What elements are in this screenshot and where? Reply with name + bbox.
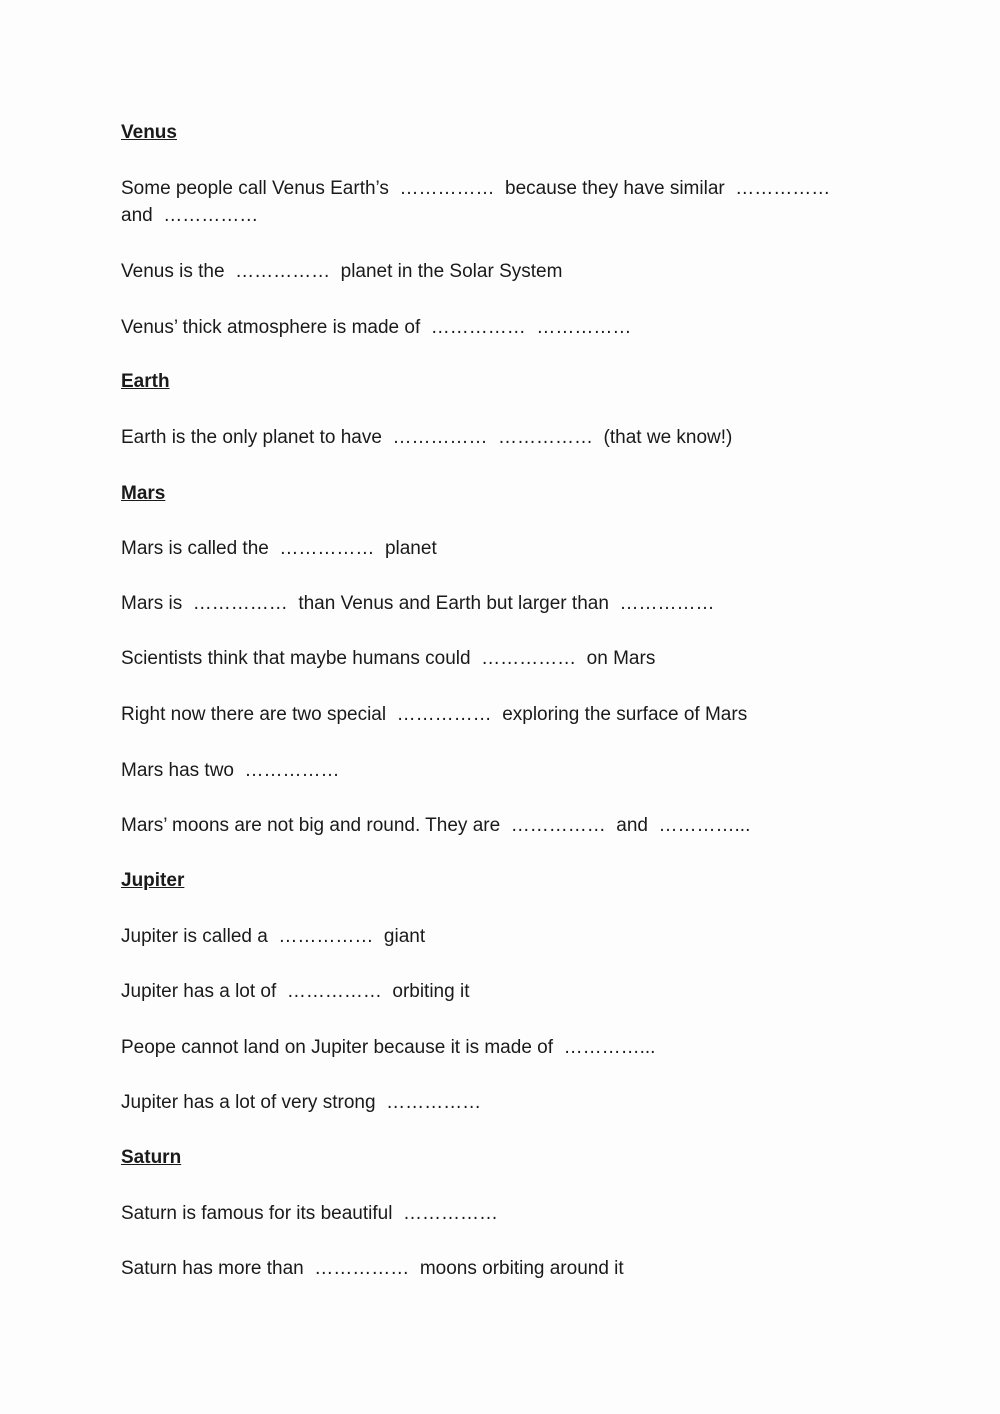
venus-question-2: Venus is the …………… planet in the Solar System	[121, 261, 563, 282]
earth-question-1: Earth is the only planet to have …………… …………… (that we know!)	[121, 427, 733, 448]
venus-question-3: Venus’ thick atmosphere is made of …………… ……………	[121, 317, 632, 338]
saturn-heading: Saturn	[121, 1147, 182, 1168]
saturn-question-2: Saturn has more than …………… moons orbiting around it	[121, 1258, 624, 1279]
earth-heading: Earth	[121, 371, 170, 392]
venus-question-1: Some people call Venus Earth’s …………… because they have similar …………… and ……………	[121, 178, 831, 226]
saturn-question-1: Saturn is famous for its beautiful ……………	[121, 1203, 498, 1224]
venus-heading: Venus	[121, 122, 177, 143]
jupiter-question-2: Jupiter has a lot of …………… orbiting it	[121, 981, 470, 1002]
mars-question-2: Mars is …………… than Venus and Earth but larger than ……………	[121, 593, 715, 614]
jupiter-heading: Jupiter	[121, 870, 185, 891]
jupiter-question-4: Jupiter has a lot of very strong ……………	[121, 1092, 482, 1113]
mars-question-3: Scientists think that maybe humans could …………… on Mars	[121, 648, 656, 669]
jupiter-question-3: Peope cannot land on Jupiter because it is made of …………...	[121, 1037, 656, 1058]
mars-question-5: Mars has two ……………	[121, 760, 340, 781]
mars-question-1: Mars is called the …………… planet	[121, 538, 437, 559]
mars-question-6: Mars’ moons are not big and round. They are …………… and …………...	[121, 815, 751, 836]
jupiter-question-1: Jupiter is called a …………… giant	[121, 926, 426, 947]
mars-heading: Mars	[121, 483, 166, 504]
mars-question-4: Right now there are two special …………… exploring the surface of Mars	[121, 704, 748, 725]
